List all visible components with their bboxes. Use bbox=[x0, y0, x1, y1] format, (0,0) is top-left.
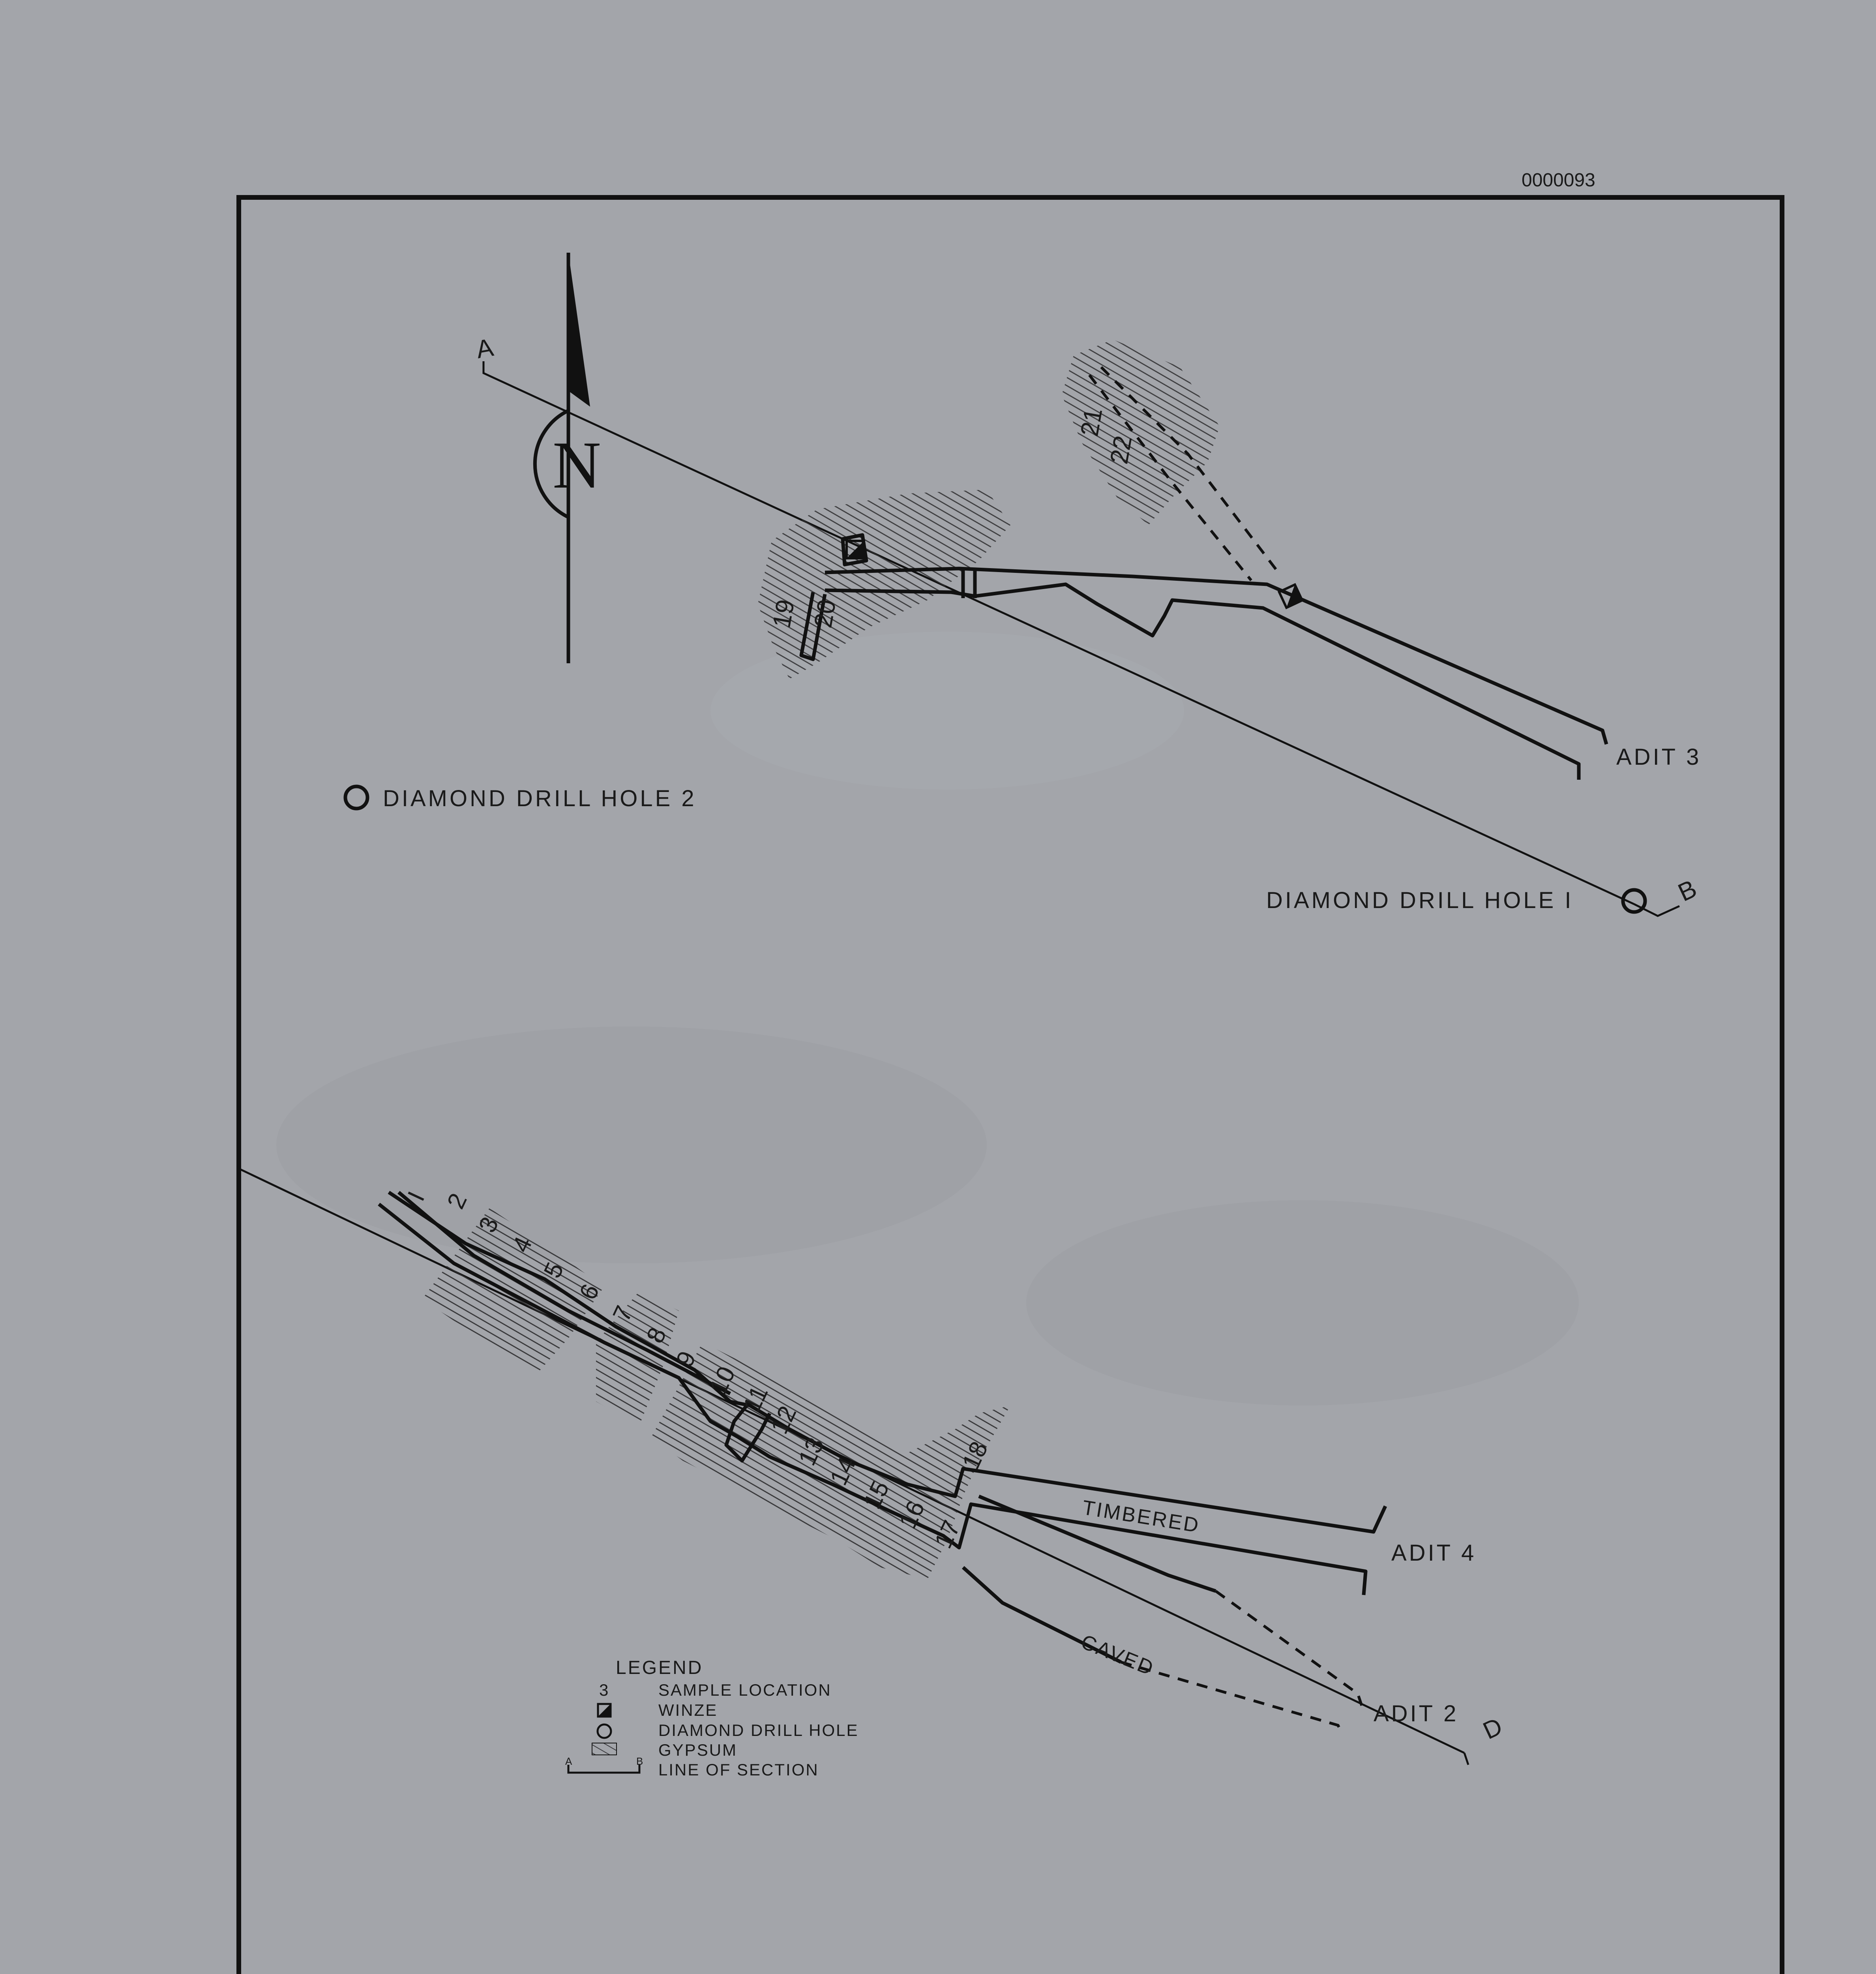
legend-label-winze: WINZE bbox=[658, 1701, 718, 1719]
legend-winze-icon bbox=[598, 1704, 611, 1717]
sample-label: 11 bbox=[738, 1381, 774, 1417]
sample-label: 10 bbox=[704, 1362, 741, 1399]
sheet-number: 0000093 bbox=[1522, 170, 1595, 191]
legend bbox=[565, 1657, 859, 1779]
north-arrow bbox=[535, 253, 601, 663]
sample-label: 7 bbox=[607, 1302, 638, 1326]
adit-2-label: ADIT 2 bbox=[1374, 1701, 1459, 1726]
sample-label: 21 bbox=[1075, 405, 1108, 439]
section-label-d: D bbox=[1479, 1712, 1507, 1745]
sample-label: I bbox=[402, 1187, 430, 1205]
legend-section-icon bbox=[568, 1765, 639, 1773]
legend-section-b: B bbox=[636, 1755, 643, 1767]
sample-label: 6 bbox=[574, 1280, 605, 1304]
sample-label: 18 bbox=[957, 1437, 993, 1474]
sample-label: 15 bbox=[858, 1477, 895, 1513]
sample-label: 12 bbox=[765, 1402, 802, 1438]
sample-label: 17 bbox=[929, 1516, 966, 1553]
diamond-drill-hole-2 bbox=[345, 786, 367, 809]
sample-label: 16 bbox=[894, 1496, 930, 1533]
sample-label: 13 bbox=[793, 1433, 830, 1470]
legend-label-drill-hole: DIAMOND DRILL HOLE bbox=[658, 1721, 859, 1739]
section-label-b: B bbox=[1674, 874, 1701, 907]
north-letter: N bbox=[553, 428, 601, 502]
legend-gypsum-icon bbox=[592, 1743, 617, 1755]
sample-label: 14 bbox=[825, 1453, 861, 1490]
sample-label: 3 bbox=[473, 1213, 504, 1237]
legend-drill-hole-icon bbox=[598, 1724, 611, 1738]
drill-hole-2-label: DIAMOND DRILL HOLE 2 bbox=[383, 786, 697, 811]
caved-label: CAVED bbox=[1078, 1630, 1158, 1681]
section-label-a: A bbox=[474, 333, 496, 364]
adit-2-caved-dashed bbox=[1121, 1591, 1362, 1733]
legend-label-sample: SAMPLE LOCATION bbox=[658, 1681, 832, 1699]
legend-symbol-sample: 3 bbox=[599, 1681, 609, 1699]
timbered-label: TIMBERED bbox=[1081, 1496, 1202, 1537]
drill-hole-1-label: DIAMOND DRILL HOLE I bbox=[1266, 888, 1574, 913]
legend-title: LEGEND bbox=[616, 1657, 703, 1678]
adit-3-label: ADIT 3 bbox=[1616, 744, 1702, 770]
sample-label: 8 bbox=[641, 1323, 672, 1347]
winze-symbol bbox=[1279, 585, 1302, 608]
sample-label: 5 bbox=[538, 1258, 569, 1282]
sample-label: 9 bbox=[671, 1347, 701, 1371]
sample-label: 2 bbox=[442, 1189, 472, 1213]
sample-label: 19 bbox=[767, 597, 800, 630]
legend-label-gypsum: GYPSUM bbox=[658, 1741, 738, 1759]
sample-label: 20 bbox=[808, 597, 841, 630]
sample-label: 4 bbox=[507, 1233, 538, 1257]
section-line-ab bbox=[484, 361, 1679, 916]
sample-label: 22 bbox=[1104, 433, 1138, 466]
legend-section-a: A bbox=[565, 1755, 572, 1767]
adit-4-label: ADIT 4 bbox=[1391, 1540, 1477, 1566]
legend-label-section: LINE OF SECTION bbox=[658, 1760, 819, 1779]
